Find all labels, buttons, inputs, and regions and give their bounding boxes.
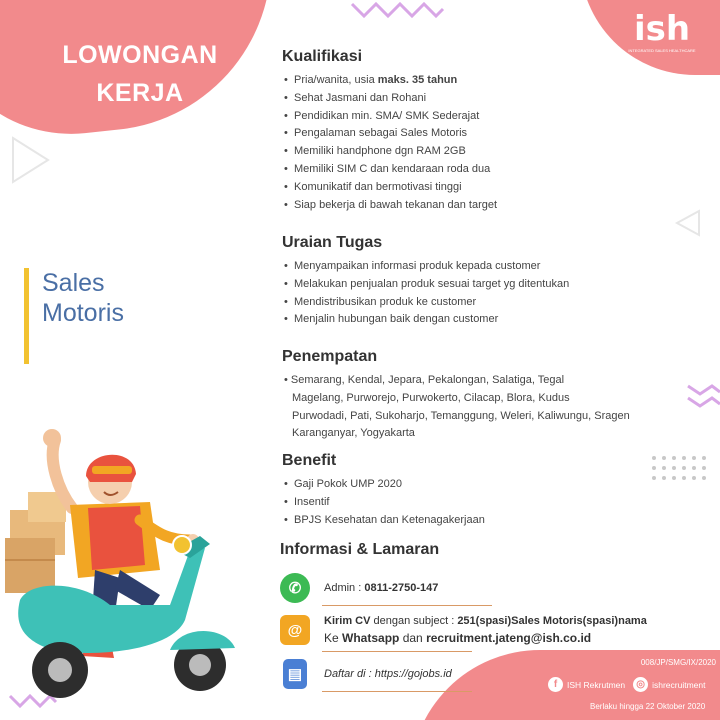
qualification-item: • Komunikatif dan bermotivasi tinggi	[282, 179, 497, 197]
email-icon: @	[280, 615, 310, 645]
qualifications-list	[282, 72, 497, 214]
application-title: Informasi & Lamaran	[280, 541, 440, 558]
logo-subtext: INTEGRATED SALES HEALTHCARE	[628, 48, 696, 53]
poster-title	[30, 36, 250, 112]
qualifications-section	[282, 48, 497, 214]
qualification-item: • Pria/wanita, usia maks. 35 tahun	[282, 72, 497, 90]
zigzag-decoration	[350, 0, 445, 20]
duties-title: Uraian Tugas	[282, 234, 383, 251]
placement-line: Karanganyar, Yogyakarta	[292, 427, 415, 440]
qualification-item: • Pengalaman sebagai Sales Motoris	[282, 125, 497, 143]
zigzag-decoration-right	[686, 382, 720, 418]
duties-section	[282, 234, 569, 329]
register-link[interactable]: Daftar di : https://gojobs.id	[324, 667, 452, 680]
duty-item: • Menyampaikan informasi produk kepada customer	[282, 258, 569, 276]
qualifications-title: Kualifikasi	[282, 48, 363, 65]
benefit-item: • Gaji Pokok UMP 2020	[282, 476, 485, 494]
placement-line: Purwodadi, Pati, Sukoharjo, Temanggung, Weleri, Kaliwungu, Sragen	[292, 409, 630, 422]
whatsapp-icon: ✆	[280, 573, 310, 603]
placement-title: Penempatan	[282, 348, 378, 365]
duty-item: • Melakukan penjualan produk sesuai target yg ditentukan	[282, 276, 569, 294]
instagram-handle[interactable]: ishrecruitment	[652, 679, 706, 690]
benefit-item: • BPJS Kesehatan dan Ketenagakerjaan	[282, 512, 485, 530]
facebook-icon: f	[548, 677, 563, 692]
recruitment-email-link[interactable]: recruitment.jateng@ish.co.id	[426, 631, 592, 645]
admin-contact[interactable]: Admin : 0811-2750-147	[324, 581, 439, 594]
divider-line	[322, 651, 472, 652]
dot-grid-decoration	[652, 456, 706, 480]
social-links	[548, 677, 706, 692]
qualification-item: • Pendidikan min. SMA/ SMK Sederajat	[282, 108, 497, 126]
logo-text: ish	[633, 9, 691, 49]
instagram-icon: ◎	[633, 677, 648, 692]
duty-item: • Menjalin hubungan baik dengan customer	[282, 311, 569, 329]
benefit-item: • Insentif	[282, 494, 485, 512]
qualification-item: • Sehat Jasmani dan Rohani	[282, 90, 497, 108]
placement-line: Magelang, Purworejo, Purwokerto, Cilacap, Blora, Kudus	[292, 391, 570, 404]
phone-app-icon: ▤	[283, 659, 307, 689]
job-code: 008/JP/SMG/IX/2020	[640, 658, 716, 667]
benefit-title: Benefit	[282, 452, 337, 469]
placement-line: • Semarang, Kendal, Jepara, Pekalongan, Salatiga, Tegal	[284, 374, 565, 386]
divider-line	[322, 691, 472, 692]
qualification-item: • Siap bekerja di bawah tekanan dan target	[282, 197, 497, 215]
placement-list	[282, 372, 630, 443]
duty-item: • Mendistribusikan produk ke customer	[282, 294, 569, 312]
qualification-item: • Memiliki SIM C dan kendaraan roda dua	[282, 161, 497, 179]
triangle-decoration-left	[10, 135, 52, 185]
position-line-1: Sales	[42, 269, 105, 297]
courier-on-scooter-illustration	[0, 420, 260, 720]
benefit-list	[282, 476, 485, 529]
admin-contact-row	[280, 573, 438, 603]
title-line-1: LOWONGAN	[62, 41, 218, 69]
send-cv-instructions: Kirim CV dengan subject : 251(spasi)Sales Motoris(spasi)nama Ke Whatsapp dan recruitment.jateng@ish.co.id	[324, 615, 647, 645]
benefit-section	[282, 452, 485, 529]
divider-line	[322, 605, 492, 606]
position-title	[24, 268, 124, 364]
duties-list	[282, 258, 569, 329]
position-line-2: Motoris	[42, 299, 124, 327]
title-line-2: KERJA	[96, 79, 184, 107]
facebook-handle[interactable]: ISH Rekrutmen	[567, 679, 626, 690]
ish-logo	[622, 10, 702, 54]
triangle-decoration-right	[674, 208, 702, 238]
qualification-item: • Memiliki handphone dgn RAM 2GB	[282, 143, 497, 161]
register-row	[280, 659, 452, 689]
placement-section	[282, 348, 630, 443]
send-cv-row	[280, 613, 647, 647]
validity-date: Berlaku hingga 22 Oktober 2020	[590, 702, 706, 711]
